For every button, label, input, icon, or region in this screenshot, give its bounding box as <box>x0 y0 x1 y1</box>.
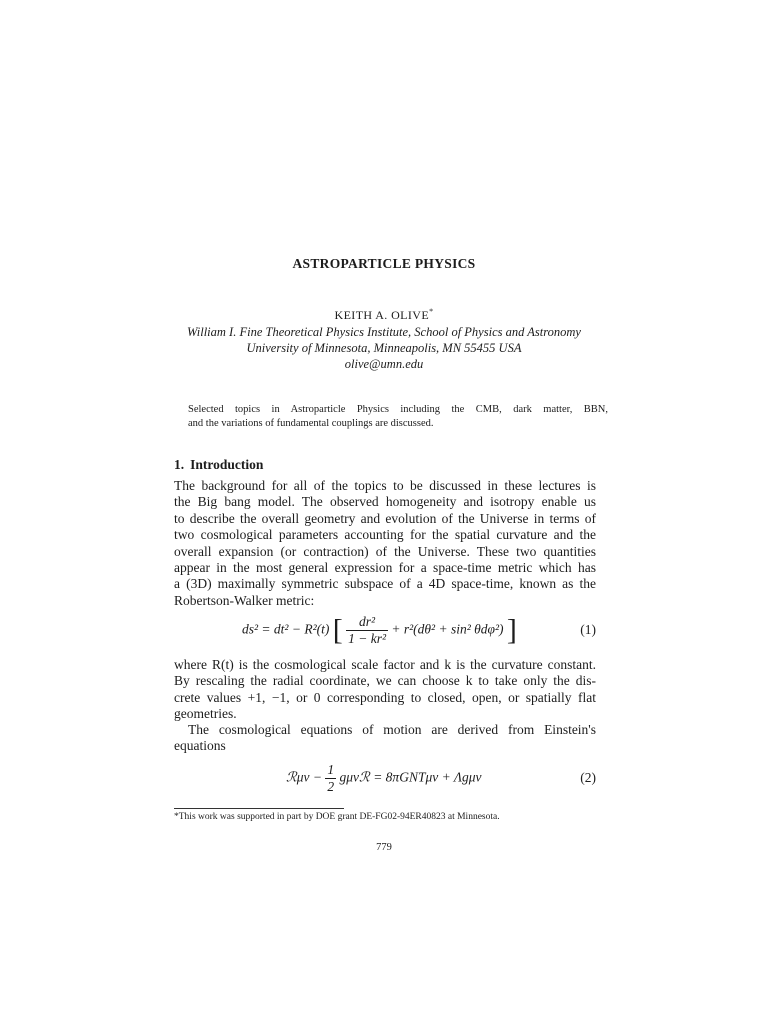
equation-2-lhs: ℛμν − <box>286 769 323 785</box>
text-line: where R(t) is the cosmological scale factor and k is the curvature constant. <box>174 657 596 672</box>
text-line: a (3D) maximally symmetric subspace of a 4D space-time, known as the <box>174 576 596 592</box>
author-name <box>0 307 768 323</box>
right-bracket: ] <box>506 613 517 647</box>
affiliation <box>0 324 768 372</box>
left-bracket: [ <box>332 613 343 647</box>
paragraph-einstein <box>174 722 596 755</box>
text-line: equations <box>174 738 226 754</box>
equation-2-body <box>286 762 482 795</box>
author-name-text: KEITH A. OLIVE <box>334 308 430 322</box>
text-line: crete values +1, −1, or 0 corresponding to closed, open, or spatially flat <box>174 689 596 705</box>
affiliation-line: University of Minnesota, Minneapolis, MN 55455 USA <box>246 341 522 355</box>
text-line: appear in the most general expression for a space-time metric which has <box>174 560 596 576</box>
equation-2-rest: gμνℛ = 8πGNTμν + Λgμν <box>339 769 482 785</box>
text-line: The cosmological equations of motion are derived from Einstein's <box>188 722 596 737</box>
section-number: 1. <box>174 457 185 472</box>
abstract <box>188 403 608 430</box>
fraction-numerator: 1 <box>327 762 335 777</box>
equation-1-lhs: ds² = dt² − R²(t) <box>242 621 330 637</box>
equation-1-number: (1) <box>580 622 596 637</box>
text-line: geometries. <box>174 706 237 722</box>
equation-2-fraction <box>325 762 336 795</box>
affiliation-line: William I. Fine Theoretical Physics Institute, School of Physics and Astronomy <box>187 325 581 339</box>
fraction-numerator: dr² <box>346 614 388 631</box>
equation-1-fraction <box>346 614 388 647</box>
footnote: *This work was supported in part by DOE grant DE-FG02-94ER40823 at Minnesota. <box>174 812 500 822</box>
abstract-line: Selected topics in Astroparticle Physics including the CMB, dark matter, BBN, <box>188 404 608 415</box>
author-footnote-mark: * <box>429 307 434 316</box>
abstract-line: and the variations of fundamental couplings are discussed. <box>188 417 434 429</box>
text-line: By rescaling the radial coordinate, we can choose k to take only the dis- <box>174 673 596 689</box>
fraction-denominator: 1 − kr² <box>348 631 387 646</box>
page-number: 779 <box>376 842 392 853</box>
equation-2-number: (2) <box>580 770 596 785</box>
text-line: two cosmological parameters accounting for the spatial curvature and the <box>174 527 596 543</box>
paragraph-intro <box>174 478 596 609</box>
footnote-rule <box>174 808 344 809</box>
text-line: Robertson-Walker metric: <box>174 592 315 608</box>
text-line: The background for all of the topics to be discussed in these lectures is <box>174 478 596 493</box>
equation-1-body <box>242 614 517 647</box>
text-line: to describe the overall geometry and evolution of the Universe in terms of <box>174 510 596 526</box>
paragraph-scale-factor <box>174 657 596 723</box>
text-line: overall expansion (or contraction) of the Universe. These two quantities <box>174 543 596 559</box>
section-heading <box>174 457 263 473</box>
author-email: olive@umn.edu <box>344 357 424 371</box>
paper-title: ASTROPARTICLE PHYSICS <box>292 256 476 271</box>
section-title: Introduction <box>190 457 264 472</box>
text-line: the Big bang model. The observed homogeneity and isotropy enable us <box>174 494 596 510</box>
fraction-denominator: 2 <box>327 779 335 794</box>
equation-1-rest: + r²(dθ² + sin² θdφ²) <box>391 621 504 637</box>
